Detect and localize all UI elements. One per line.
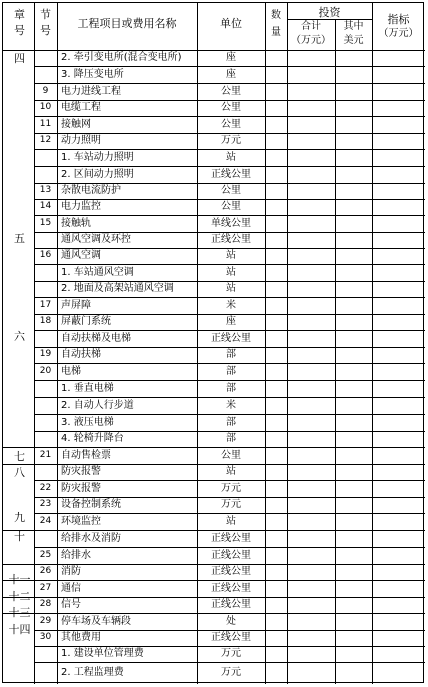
row-unit: 正线公里 xyxy=(211,566,251,577)
row-section-no: 25 xyxy=(39,549,52,560)
grid-line xyxy=(34,431,425,432)
grid-line xyxy=(34,281,425,282)
row-unit: 部 xyxy=(226,416,236,428)
grid-line xyxy=(34,199,425,200)
row-item-name: 电缆工程 xyxy=(61,102,101,113)
header-unit: 单位 xyxy=(220,17,242,30)
row-item-name: 2. 自动人行步道 xyxy=(61,399,134,411)
row-item-name: 其他费用 xyxy=(61,632,101,643)
grid-line xyxy=(34,530,425,531)
row-unit: 站 xyxy=(226,250,236,261)
grid-line xyxy=(3,447,34,448)
row-unit: 正线公里 xyxy=(211,632,251,643)
grid-line xyxy=(34,183,425,184)
row-item-name: 1. 建设单位管理费 xyxy=(61,648,144,659)
grid-line xyxy=(287,3,288,684)
grid-line xyxy=(34,248,425,249)
grid-line xyxy=(3,464,34,465)
grid-line xyxy=(57,3,58,684)
header-chapter-no: 号 xyxy=(14,24,25,37)
row-unit: 正线公里 xyxy=(211,582,251,594)
row-item-name: 3. 液压电梯 xyxy=(61,416,114,428)
header-quantity: 数 xyxy=(271,10,281,21)
row-item-name: 自动售检票 xyxy=(61,449,111,461)
row-section-no: 20 xyxy=(39,365,52,376)
chapter-no: 十 xyxy=(14,530,25,543)
grid-line xyxy=(34,100,425,101)
chapter-no: 十二 xyxy=(8,590,31,603)
row-item-name: 停车场及车辆段 xyxy=(61,615,131,627)
grid-line xyxy=(34,83,425,84)
row-unit: 正线公里 xyxy=(211,332,251,344)
grid-line xyxy=(34,447,425,448)
row-item-name: 自动扶梯 xyxy=(61,349,101,360)
row-item-name: 2. 工程监理费 xyxy=(61,666,124,678)
row-unit: 万元 xyxy=(221,648,241,659)
row-section-no: 22 xyxy=(39,482,52,493)
row-unit: 站 xyxy=(226,266,236,278)
row-section-no: 27 xyxy=(39,582,52,593)
row-unit: 座 xyxy=(226,316,236,327)
chapter-no: 十三 xyxy=(8,606,31,619)
grid-line xyxy=(34,662,425,663)
row-section-no: 10 xyxy=(39,102,52,112)
row-unit: 公里 xyxy=(221,102,241,113)
header-total: （万元） xyxy=(291,35,331,46)
cost-table xyxy=(2,2,424,683)
row-item-name: 3. 降压变电所 xyxy=(61,68,124,80)
row-item-name: 防灾报警 xyxy=(61,466,101,477)
row-section-no: 16 xyxy=(39,250,52,260)
grid-line xyxy=(34,330,425,331)
row-section-no: 23 xyxy=(39,499,52,509)
row-unit: 万元 xyxy=(221,135,241,146)
grid-line xyxy=(34,380,425,381)
grid-line xyxy=(34,347,425,348)
row-unit: 部 xyxy=(226,365,236,377)
row-section-no: 11 xyxy=(39,118,52,129)
chapter-no: 九 xyxy=(14,511,25,524)
grid-line xyxy=(34,547,425,548)
row-item-name: 防灾报警 xyxy=(61,482,101,494)
row-unit: 站 xyxy=(226,283,236,294)
grid-line xyxy=(34,480,425,481)
grid-line xyxy=(335,50,336,684)
row-unit: 公里 xyxy=(221,449,241,461)
grid-line xyxy=(372,3,373,684)
row-unit: 正线公里 xyxy=(211,549,251,561)
row-unit: 米 xyxy=(226,399,236,411)
grid-line xyxy=(287,19,372,20)
row-item-name: 通风空调及环控 xyxy=(61,234,131,245)
header-total: 合计 xyxy=(301,21,321,32)
grid-line xyxy=(34,66,425,67)
grid-line xyxy=(34,264,425,265)
grid-line xyxy=(34,397,425,398)
row-item-name: 环境监控 xyxy=(61,515,101,527)
row-item-name: 电力进线工程 xyxy=(61,85,121,97)
row-item-name: 通信 xyxy=(61,582,81,594)
row-unit: 米 xyxy=(226,299,236,311)
row-item-name: 信号 xyxy=(61,599,81,610)
grid-line xyxy=(34,50,425,51)
row-item-name: 屏蔽门系统 xyxy=(61,316,111,327)
row-unit: 部 xyxy=(226,349,236,360)
header-index: （万元） xyxy=(378,28,419,39)
header-investment: 投资 xyxy=(318,6,341,19)
row-section-no: 17 xyxy=(39,299,52,310)
row-unit: 单线公里 xyxy=(211,217,251,229)
header-quantity: 量 xyxy=(271,27,281,38)
row-section-no: 24 xyxy=(39,515,52,526)
header-chapter-no: 章 xyxy=(14,8,25,21)
grid-line xyxy=(34,116,425,117)
chapter-no: 七 xyxy=(14,450,25,463)
chapter-no: 四 xyxy=(14,52,25,65)
row-item-name: 2. 区间动力照明 xyxy=(61,168,134,180)
row-item-name: 声屏障 xyxy=(61,299,91,311)
row-unit: 公里 xyxy=(221,201,241,212)
row-section-no: 12 xyxy=(39,135,52,145)
row-item-name: 电梯 xyxy=(61,365,81,377)
grid-line xyxy=(3,50,34,51)
row-item-name: 接触轨 xyxy=(61,217,91,229)
header-foreign-currency: 其中 xyxy=(343,21,364,32)
row-section-no: 30 xyxy=(39,632,52,642)
row-unit: 公里 xyxy=(221,85,241,97)
grid-line xyxy=(34,232,425,233)
grid-line xyxy=(265,3,266,684)
row-item-name: 1. 车站通风空调 xyxy=(61,266,134,278)
row-unit: 公里 xyxy=(221,118,241,130)
row-unit: 部 xyxy=(226,433,236,444)
grid-line xyxy=(34,215,425,216)
row-section-no: 29 xyxy=(39,615,52,626)
grid-line xyxy=(34,414,425,415)
grid-line xyxy=(34,513,425,514)
row-item-name: 杂散电流防护 xyxy=(61,185,121,196)
row-unit: 站 xyxy=(226,515,236,527)
row-section-no: 14 xyxy=(39,201,52,211)
row-section-no: 9 xyxy=(42,85,49,96)
grid-line xyxy=(34,464,425,465)
row-item-name: 给排水 xyxy=(61,549,91,561)
row-item-name: 电力监控 xyxy=(61,201,101,212)
grid-line xyxy=(34,363,425,364)
row-unit: 站 xyxy=(226,151,236,163)
header-item-name: 工程项目或费用名称 xyxy=(77,17,177,30)
grid-line xyxy=(34,314,425,315)
chapter-no: 五 xyxy=(14,232,25,245)
row-unit: 正线公里 xyxy=(211,168,251,180)
row-item-name: 接触网 xyxy=(61,118,91,130)
grid-line xyxy=(34,630,425,631)
grid-line xyxy=(34,166,425,167)
row-unit: 处 xyxy=(226,615,236,627)
row-unit: 部 xyxy=(226,382,236,394)
grid-line xyxy=(34,297,425,298)
row-item-name: 消防 xyxy=(61,566,81,577)
chapter-no: 十四 xyxy=(8,623,31,636)
row-unit: 正线公里 xyxy=(211,234,251,245)
grid-line xyxy=(34,497,425,498)
row-section-no: 28 xyxy=(39,599,52,609)
row-item-name: 动力照明 xyxy=(61,135,101,146)
row-unit: 万元 xyxy=(221,499,241,510)
row-section-no: 15 xyxy=(39,217,52,228)
row-unit: 公里 xyxy=(221,185,241,196)
row-item-name: 设备控制系统 xyxy=(61,499,121,510)
row-section-no: 26 xyxy=(39,566,52,576)
grid-line xyxy=(3,564,34,565)
row-section-no: 18 xyxy=(39,316,52,326)
row-item-name: 2. 地面及高架站通风空调 xyxy=(61,283,174,294)
chapter-no: 十一 xyxy=(8,573,31,586)
row-item-name: 自动扶梯及电梯 xyxy=(61,332,131,344)
grid-line xyxy=(34,580,425,581)
row-item-name: 通风空调 xyxy=(61,250,101,261)
grid-line xyxy=(34,646,425,647)
row-item-name: 4. 轮椅升降台 xyxy=(61,433,124,444)
header-section-no: 节 xyxy=(40,8,51,21)
grid-line xyxy=(335,19,336,50)
row-unit: 万元 xyxy=(221,482,241,494)
row-item-name: 1. 车站动力照明 xyxy=(61,151,134,163)
grid-line xyxy=(34,149,425,150)
chapter-no: 八 xyxy=(14,466,25,479)
grid-line xyxy=(34,564,425,565)
row-section-no: 21 xyxy=(39,449,52,460)
row-item-name: 给排水及消防 xyxy=(61,532,121,544)
grid-line xyxy=(34,133,425,134)
header-section-no: 号 xyxy=(40,24,51,37)
row-unit: 正线公里 xyxy=(211,599,251,610)
row-unit: 万元 xyxy=(221,666,241,678)
grid-line xyxy=(34,613,425,614)
row-unit: 座 xyxy=(226,68,236,80)
row-unit: 站 xyxy=(226,466,236,477)
header-foreign-currency: 美元 xyxy=(343,35,364,46)
row-section-no: 19 xyxy=(39,349,52,359)
row-unit: 正线公里 xyxy=(211,532,251,544)
row-section-no: 13 xyxy=(39,185,52,195)
row-item-name: 1. 垂直电梯 xyxy=(61,382,114,394)
header-index: 指标 xyxy=(387,13,410,26)
row-item-name: 2. 牵引变电所(混合变电所) xyxy=(61,52,182,63)
chapter-no: 六 xyxy=(14,330,25,343)
row-unit: 座 xyxy=(226,52,236,63)
grid-line xyxy=(34,597,425,598)
